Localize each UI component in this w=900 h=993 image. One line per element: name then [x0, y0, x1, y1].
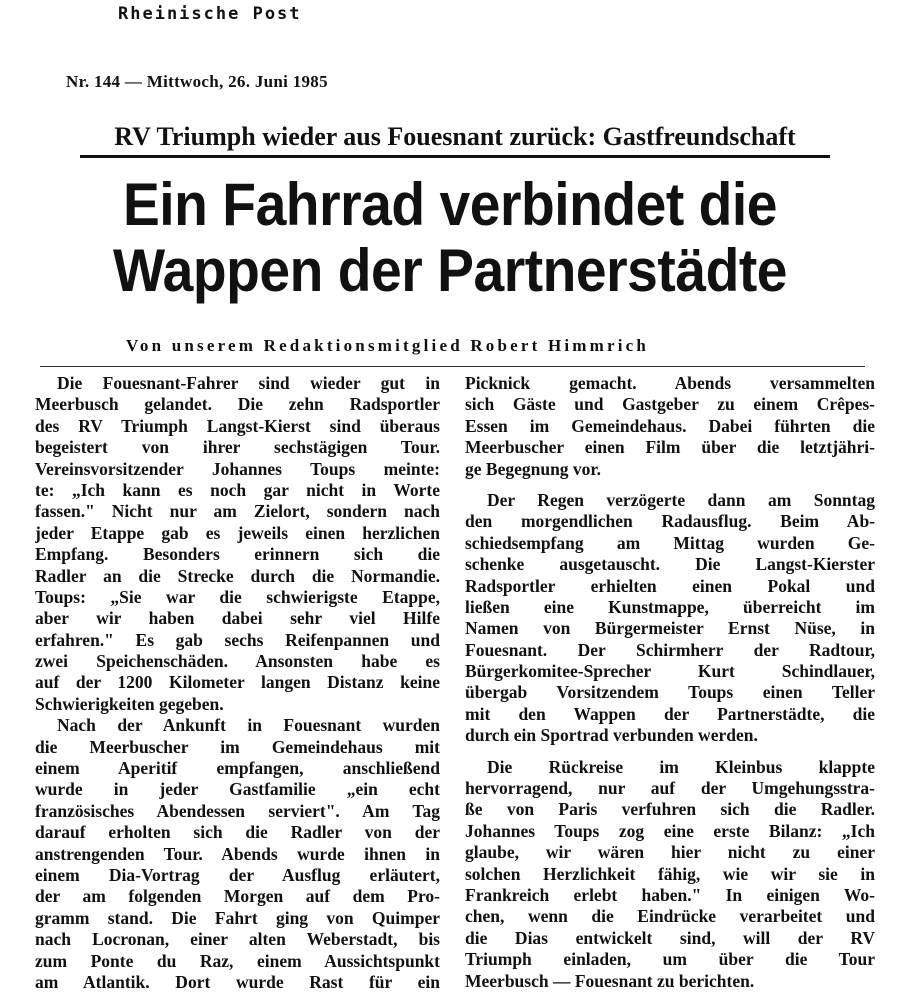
main-headline: [36, 172, 864, 304]
text-line: Fouesnant. Der Schirmherr der Radtour,: [465, 639, 875, 660]
kicker-headline: RV Triumph wieder aus Fouesnant zurück: Gastfreundschaft: [114, 122, 796, 151]
masthead: Rheinische Post: [118, 4, 302, 24]
text-line: Der Regen verzögerte dann am Sonntag: [487, 489, 875, 510]
text-line: te: „Ich kann es noch gar nicht in Worte: [35, 479, 440, 500]
text-line: Nach der Ankunft in Fouesnant wurden: [57, 715, 440, 736]
text-line: glaube, wir wären hier nicht zu einer: [465, 842, 875, 863]
text-line: ße von Paris verfuhren sich die Radler.: [465, 799, 875, 820]
text-line: Johannes Toups zog eine erste Bilanz: „Ich: [465, 820, 875, 841]
text-line: Die Rückreise im Kleinbus klappte: [487, 756, 875, 777]
issue-line: Nr. 144 — Mittwoch, 26. Juni 1985: [66, 72, 328, 91]
text-line: wurde in jeder Gastfamilie „ein echt: [35, 779, 440, 800]
text-line: auf der 1200 Kilometer langen Distanz keine: [35, 672, 440, 693]
text-line: die Meerbuscher im Gemeindehaus mit: [35, 736, 440, 757]
text-line: Meerbuscher einen Film über die letztjähri-: [465, 437, 875, 458]
text-line: darauf erholten sich die Radler von der: [35, 822, 440, 843]
text-line: jeder Etappe gab es jeweils einen herzlichen: [35, 522, 440, 543]
text-line: französisches Abendessen serviert". Am Tag: [35, 800, 440, 821]
text-line: einem Aperitif empfangen, anschließend: [35, 758, 440, 779]
text-line: Radler an die Strecke durch die Normandie.: [35, 565, 440, 586]
text-line: zum Ponte du Raz, einem Aussichtspunkt: [35, 950, 440, 971]
text-line: Meerbusch gelandet. Die zehn Radsportler: [35, 394, 440, 415]
text-line: zwei Speichenschäden. Ansonsten habe es: [35, 651, 440, 672]
article-column-left: [35, 373, 440, 993]
text-line: die Dias entwickelt sind, will der RV: [465, 927, 875, 948]
text-line: übergab Vorsitzendem Toups einen Teller: [465, 682, 875, 703]
paragraph: [465, 373, 875, 480]
text-line: Namen von Bürgermeister Ernst Nüse, in: [465, 618, 875, 639]
text-line: der am folgenden Morgen auf dem Pro-: [35, 886, 440, 907]
paragraph-gap: [465, 480, 875, 490]
article-column-right: [465, 373, 875, 992]
text-line: den morgendlichen Radausflug. Beim Ab-: [465, 511, 875, 532]
text-line: Frankreich erlebt haben." In einigen Wo-: [465, 884, 875, 905]
text-line: Schwierigkeiten gegeben.: [35, 693, 224, 714]
text-line: des RV Triumph Langst-Kierst sind überaus: [35, 415, 440, 436]
paragraph: [465, 757, 875, 992]
text-line: gramm stand. Die Fahrt ging von Quimper: [35, 907, 440, 928]
text-line: einem Dia-Vortrag der Ausflug erläutert,: [35, 864, 440, 885]
text-line: Essen im Gemeindehaus. Dabei führten die: [465, 415, 875, 436]
text-line: Empfang. Besonders erinnern sich die: [35, 544, 440, 565]
text-line: fassen." Nicht nur am Zielort, sondern nach: [35, 501, 440, 522]
paragraph: [35, 715, 440, 993]
byline-divider: [40, 366, 865, 367]
paragraph: [465, 490, 875, 747]
text-line: schiedsempfang am Mittag wurden Ge-: [465, 532, 875, 553]
text-line: Die Fouesnant-Fahrer sind wieder gut in: [57, 373, 440, 393]
text-line: durch ein Sportrad verbunden werden.: [465, 725, 758, 746]
text-line: Meerbusch — Fouesnant zu berichten.: [465, 970, 755, 991]
byline: Von unserem Redaktionsmitglied Robert Himmrich: [126, 336, 650, 355]
text-line: Bürgerkomitee-Sprecher Kurt Schindlauer,: [465, 661, 875, 682]
text-line: chen, wenn die Eindrücke verarbeitet und: [465, 906, 875, 927]
text-line: Radsportler erhielten einen Pokal und: [465, 575, 875, 596]
text-line: am Atlantik. Dort wurde Rast für ein: [35, 971, 440, 992]
paragraph: [35, 373, 440, 715]
text-line: hervorragend, nur auf der Umgehungsstra-: [465, 778, 875, 799]
text-line: solchen Herzlichkeit fähig, wie wir sie in: [465, 863, 875, 884]
paragraph-gap: [465, 747, 875, 757]
headline-line-1: Ein Fahrrad verbindet die: [122, 171, 778, 238]
text-line: anstrengenden Tour. Abends wurde ihnen in: [35, 843, 440, 864]
kicker-underline: [80, 155, 830, 158]
text-line: aber wir haben dabei sehr viel Hilfe: [35, 608, 440, 629]
headline-line-2: Wappen der Partnerstädte: [112, 237, 787, 304]
text-line: begeistert von ihrer sechstägigen Tour.: [35, 437, 440, 458]
text-line: Triumph einladen, um über die Tour: [465, 949, 875, 970]
text-line: erfahren." Es gab sechs Reifenpannen und: [35, 629, 440, 650]
text-line: schenke ausgetauscht. Die Langst-Kierster: [465, 554, 875, 575]
text-line: sich Gäste und Gastgeber zu einem Crêpes-: [465, 394, 875, 415]
text-line: ge Begegnung vor.: [465, 458, 601, 479]
text-line: mit den Wappen der Partnerstädte, die: [465, 703, 875, 724]
text-line: Picknick gemacht. Abends versammelten: [465, 373, 875, 393]
text-line: Vereinsvorsitzender Johannes Toups meinte:: [35, 458, 440, 479]
text-line: ließen eine Kunstmappe, überreicht im: [465, 596, 875, 617]
text-line: Toups: „Sie war die schwierigste Etappe,: [35, 586, 440, 607]
text-line: nach Locronan, einer alten Weberstadt, bis: [35, 929, 440, 950]
